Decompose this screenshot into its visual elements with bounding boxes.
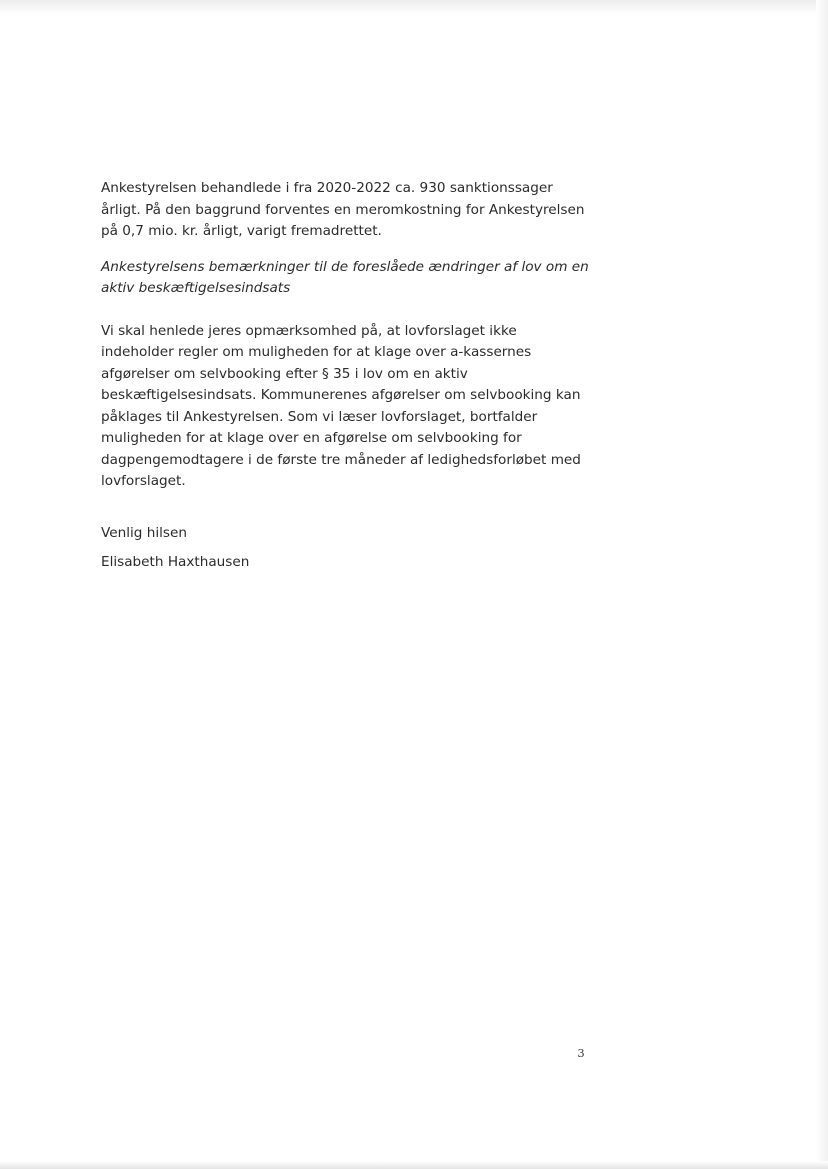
signature-name: Elisabeth Haxthausen [101,554,250,570]
cost-paragraph: Ankestyrelsen behandlede i fra 2020-2022 ca. 930 sanktionssager årligt. På den baggrund forventes en meromkostning for Ankestyrelsen på 0,7 mio. kr. årligt, varigt fremadrettet. [101,180,585,239]
section-heading: Ankestyrelsens bemærkninger til de foreslåede ændringer af lov om en aktiv beskæftigelsesindsats [101,258,589,296]
scan-edge-right [816,0,828,1169]
closing-greeting: Venlig hilsen [101,524,187,541]
remarks-paragraph: Vi skal henlede jeres opmærksomhed på, at lovforslaget ikke indeholder regler om muligheden for at klage over a-kassernes afgørelser om selvbooking efter § 35 i lov om en aktiv beskæftigelsesindsats. Kommunerenes afgørelser om selvbooking kan påklages til Ankestyrelsen. Som vi læser lovforslaget, bortfalder muligheden for at klage over en afgørelse om selvbooking for dagpengemodtagere i de første tre måneder af ledighedsforløbet med lovforslaget. [101,322,581,489]
scan-edge-bottom [0,1161,828,1169]
scan-edge-top [0,0,828,14]
page-number: 3 [577,1046,585,1060]
letter-body [101,178,591,574]
